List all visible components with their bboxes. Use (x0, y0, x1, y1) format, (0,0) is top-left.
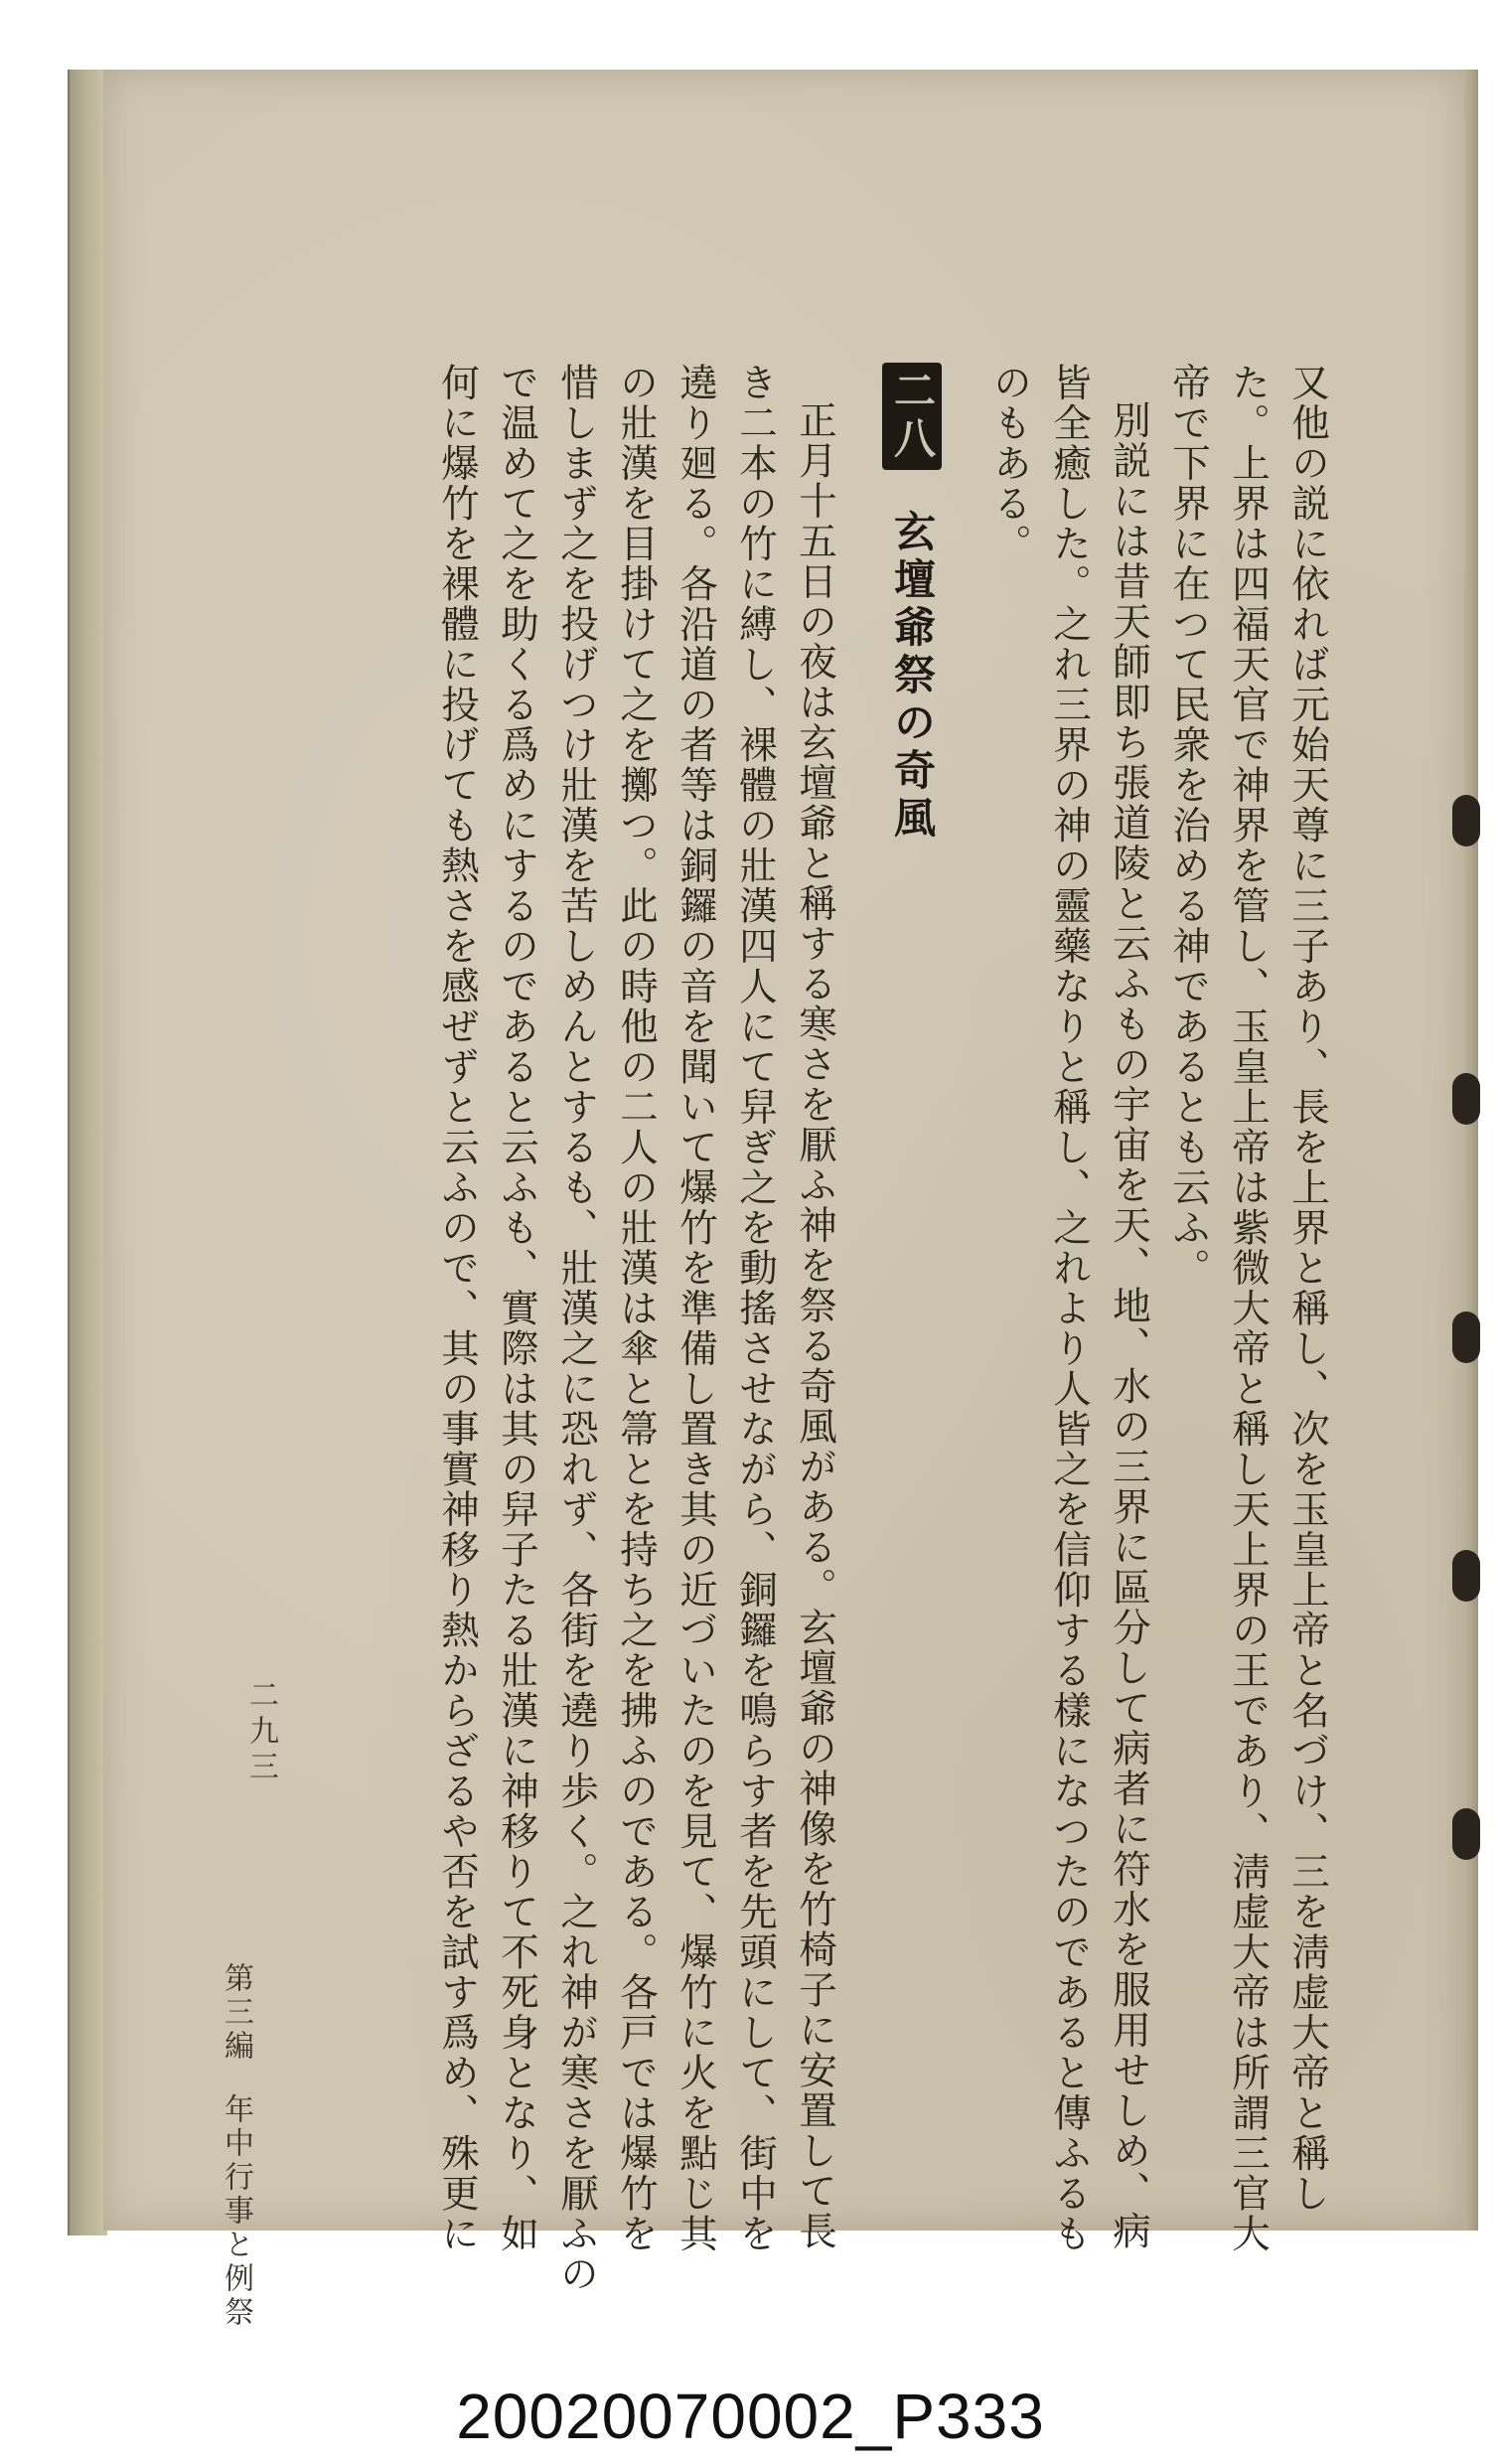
binding-hole (1452, 1808, 1480, 1860)
text-column: 惜しまず之を投げつけ壯漢を苦しめんとするも、壯漢之に恐れず、各街を遶り歩く。之れ神が寒さを厭ふの (554, 363, 599, 2294)
spacer (950, 363, 979, 2111)
footer-chapter: 年中行事と例祭 (219, 2093, 253, 2330)
footer-section: 第三編 (219, 1962, 253, 2064)
binding-hole (1452, 1073, 1480, 1125)
book-spine (68, 70, 107, 2235)
section-number: 二八 (882, 363, 942, 470)
text-column: き二本の竹に縛し、裸體の壯漢四人にて舁ぎ之を動搖させながら、銅鑼を鳴らす者を先頭にして、街中を (733, 363, 778, 2254)
section-title: 玄壇爺祭の奇風 (888, 510, 937, 844)
page-edge (1464, 70, 1478, 2231)
running-footer (214, 1962, 257, 2330)
text-column: 遶り廻る。各沿道の者等は銅鑼の音を聞いて爆竹を準備し置き其の近づいたのを見て、爆竹に火を點じ其 (674, 363, 718, 2254)
text-column: 正月十五日の夜は玄壇爺と稱する寒さを厭ふ神を祭る奇風がある。玄壇爺の神像を竹椅子に安置して長 (793, 400, 837, 2251)
text-column: 皆全癒した。之れ三界の神の靈藥なりと稱し、之れより人皆之を信仰する樣になつたのであると傳ふるも (1047, 363, 1092, 2254)
page-number: 二九三 (243, 1679, 278, 1786)
text-column: の壯漢を目掛けて之を擲つ。此の時他の二人の壯漢は傘と箒とを持ち之を拂ふのである。各戸では爆竹を (614, 363, 659, 2254)
text-column: で温めて之を助くる爲めにするのであると云ふも、實際は其の舁子たる壯漢に神移りて不死身となり、如 (495, 363, 539, 2254)
text-column: 別説には昔天師即ち張道陵と云ふもの宇宙を天、地、水の三界に區分して病者に符水を服用せしめ、病 (1107, 400, 1151, 2251)
text-column: のもある。 (987, 363, 1032, 564)
binding-hole (1452, 795, 1480, 847)
text-column: 又他の説に依れば元始天尊に三子あり、長を上界と稱し、次を玉皇上帝と名づけ、三を淸虚大帝と稱し (1285, 363, 1330, 2214)
binding-hole (1452, 1550, 1480, 1602)
text-column: た。上界は四福天官で神界を管し、玉皇上帝は紫微大帝と稱し天上界の王であり、淸虚大帝は所謂三官大 (1226, 363, 1271, 2254)
binding-hole (1452, 1311, 1480, 1363)
text-column: 何に爆竹を裸體に投げても熱さを感ぜずと云ふので、其の事實神移り熱からざるや否を試す爲め、殊更に (435, 363, 480, 2254)
image-caption: 20020070002_P333 (456, 2381, 1045, 2452)
spacer (844, 363, 874, 2111)
vertical-text-body (234, 363, 1337, 2294)
section-heading (882, 363, 942, 2111)
text-column: 帝で下界に在つて民衆を治める神であるとも云ふ。 (1166, 363, 1211, 1289)
